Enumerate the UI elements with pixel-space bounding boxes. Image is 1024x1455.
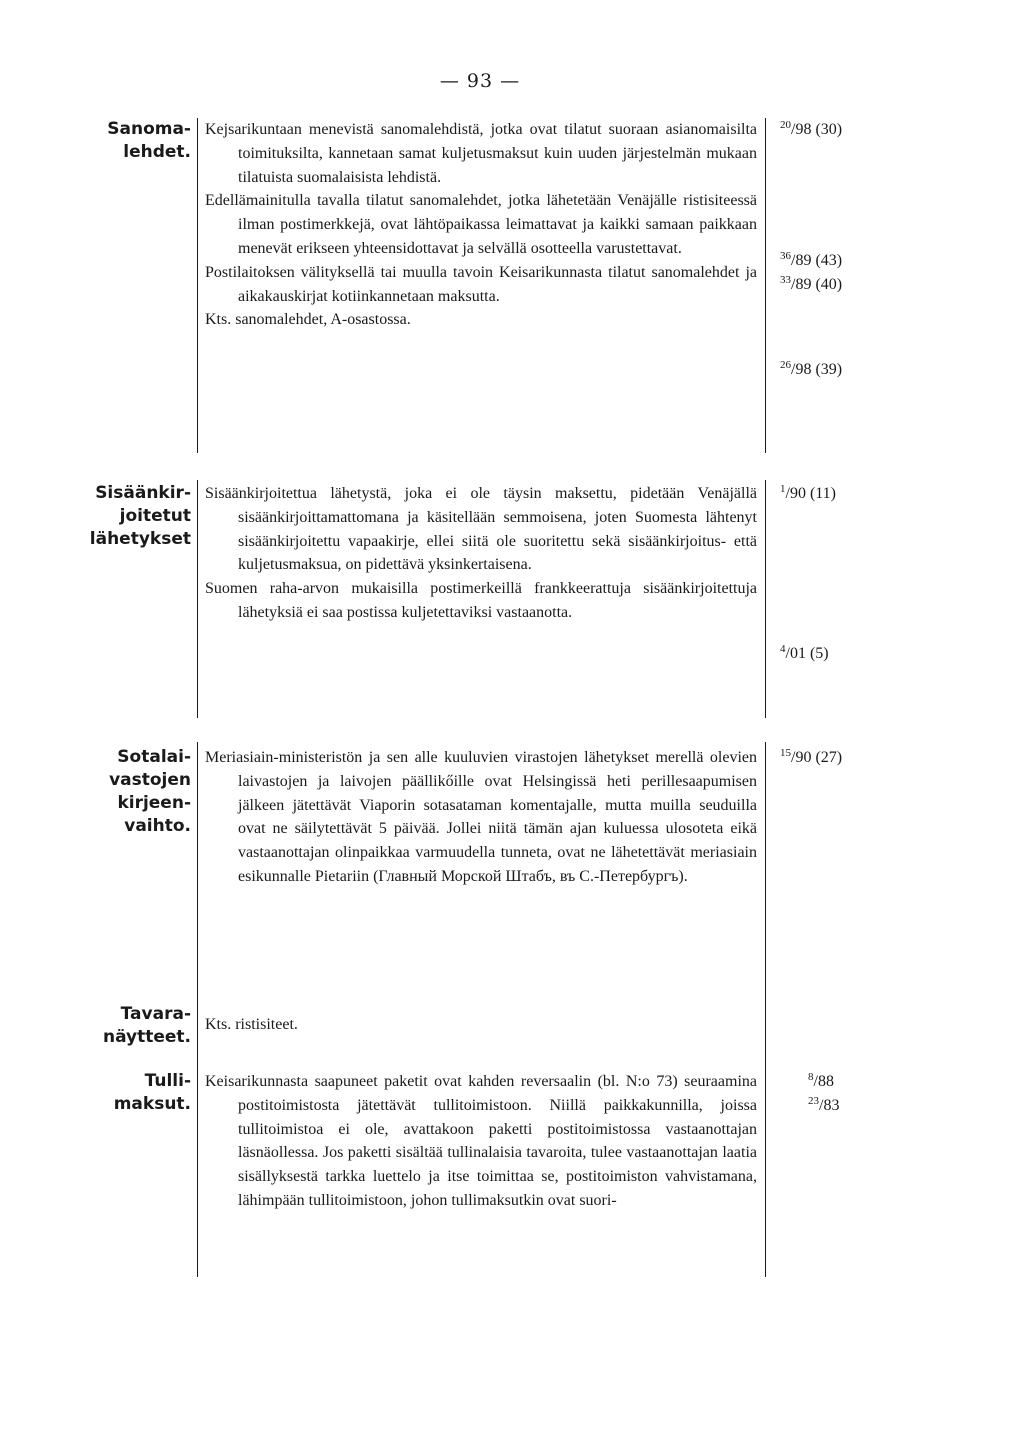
paragraph: Sisäänkirjoitettua lähetystä, joka ei ole täysin maksettu, pidetään Venäjällä sisäänkirjoittamattomana ja käsitellään semmoisena, joten Suomesta lähtenyt sisäänkirjoitettu vapaakirje, ellei siitä ole suoritettu sekä sisäänkirjoitus- että kuljetusmaksua, on pidettävä yksinkertaisena. xyxy=(205,485,757,574)
column-rule-right xyxy=(765,742,766,1277)
reference xyxy=(780,249,842,273)
side-heading-line: lähetykset xyxy=(89,529,191,549)
paragraph: Kts. sanomalehdet, A-osastossa. xyxy=(205,311,411,329)
reference-sup: 26 xyxy=(780,359,791,371)
reference xyxy=(780,118,842,142)
side-heading-line: vaihto. xyxy=(124,816,191,836)
side-heading xyxy=(56,1003,191,1049)
reference xyxy=(780,482,836,506)
side-heading-line: vastojen xyxy=(109,770,191,790)
column-rule-left xyxy=(197,480,198,718)
reference-sup: 23 xyxy=(808,1095,819,1107)
reference xyxy=(780,642,829,666)
reference-sup: 20 xyxy=(780,119,791,131)
side-heading-line: kirjeen- xyxy=(117,793,191,813)
reference-sup: 33 xyxy=(780,274,791,286)
column-rule-right xyxy=(765,480,766,718)
reference-text: /88 xyxy=(813,1073,834,1090)
side-heading-line: Tavara- xyxy=(120,1004,191,1024)
side-heading-line: Sisäänkir- xyxy=(95,483,191,503)
paragraph: Edellämainitulla tavalla tilatut sanomalehdet, jotka lähetetään Venäjälle ristisiteessä ilman postimerkkejä, ovat lähtöpaikassa leimattavat ja kaikki samaan paikkaan menevät erikseen yhteensidottavat ja selvällä osotteella varustettavat. xyxy=(205,192,757,257)
paragraph: Kejsarikuntaan menevistä sanomalehdistä, jotka ovat tilatut suoraan asianomaisilta toimituksilta, kannetaan samat kuljetusmaksut kuin uuden järjestelmän mukaan tilatuista suomalaisista lehdistä. xyxy=(205,121,757,186)
column-rule-left xyxy=(197,742,198,1277)
reference-text: /89 (43) xyxy=(791,252,843,269)
reference-text: /83 xyxy=(819,1097,840,1114)
section-body xyxy=(205,746,757,889)
reference xyxy=(808,1070,834,1094)
side-heading-line: Tulli- xyxy=(144,1071,191,1091)
side-heading-line: näytteet. xyxy=(102,1027,191,1047)
side-heading-line: lehdet. xyxy=(123,142,191,162)
side-heading-line: Sanoma- xyxy=(107,119,191,139)
section-body xyxy=(205,118,757,332)
reference-sup: 36 xyxy=(780,250,791,262)
reference-text: /89 (40) xyxy=(791,276,843,293)
reference xyxy=(808,1094,839,1118)
side-heading xyxy=(56,482,191,551)
reference-text: /98 (30) xyxy=(791,121,843,138)
page-number: — 93 — xyxy=(439,70,521,92)
section-body xyxy=(205,1070,757,1213)
paragraph: Suomen raha-arvon mukaisilla postimerkeillä frankkeerattuja sisäänkirjoitettuja lähetyksiä ei saa postissa kuljetettaviksi vastaanotta. xyxy=(205,580,757,621)
reference-text: /98 (39) xyxy=(791,361,843,378)
side-heading xyxy=(56,118,191,164)
reference-text: /01 (5) xyxy=(785,645,829,662)
paragraph: Kts. ristisiteet. xyxy=(205,1016,298,1033)
side-heading xyxy=(56,1070,191,1116)
reference-text: /90 (11) xyxy=(785,485,837,502)
reference xyxy=(780,746,842,770)
reference-sup: 4 xyxy=(780,643,786,655)
reference xyxy=(780,358,842,382)
side-heading xyxy=(56,746,191,838)
reference-text: /90 (27) xyxy=(791,749,843,766)
reference xyxy=(780,273,842,297)
reference-sup: 8 xyxy=(808,1071,814,1083)
section-body xyxy=(205,482,757,625)
section-body xyxy=(205,1013,757,1037)
paragraph: Keisarikunnasta saapuneet paketit ovat kahden reversaalin (bl. N:o 73) seuraamina postitoimistosta jätettävät tullitoimistoon. Niillä paikkakunnilla, joissa tullitoimistoa ei ole, avattakoon paketti postitoimistossa vastaanottajan läsnäollessa. Jos paketti sisältää tullinalaisia tavaroita, tulee vastaanottajan laatia sisällyksestä tarkka luettelo ja itse toimittaa se, postitoimiston vahvistamana, lähimpään tullitoimistoon, johon tullimaksutkin ovat suori- xyxy=(205,1073,757,1209)
paragraph: Postilaitoksen välityksellä tai muulla tavoin Keisarikunnasta tilatut sanomalehdet ja aikakauskirjat kotiinkannetaan maksutta. xyxy=(205,263,757,305)
reference-sup: 15 xyxy=(780,747,791,759)
reference-sup: 1 xyxy=(780,483,786,495)
side-heading-line: Sotalai- xyxy=(117,747,191,767)
paragraph: Meriasiain-ministeristön ja sen alle kuuluvien virastojen lähetykset merellä olevien laivastojen ja laivojen päällikőille ovat Helsingissä heti perillesaapumisen jälkeen jätettävät Viaporin sotasataman komentajalle, mutta muilla seuduilla ovat ne säilytettävät 5 päivää. Jollei niitä tämän ajan kuluessa ulosoteta eikä vastaanottajan olinpaikkaa varmuudella tunneta, ovat ne lähetettävät meriasiain esikunnalle Pietariin (Главный Морской Штабъ, въ С.-Петербургъ). xyxy=(205,749,757,885)
side-heading-line: joitetut xyxy=(119,506,191,526)
column-rule-right xyxy=(765,118,766,453)
column-rule-left xyxy=(197,118,198,453)
side-heading-line: maksut. xyxy=(113,1094,191,1114)
